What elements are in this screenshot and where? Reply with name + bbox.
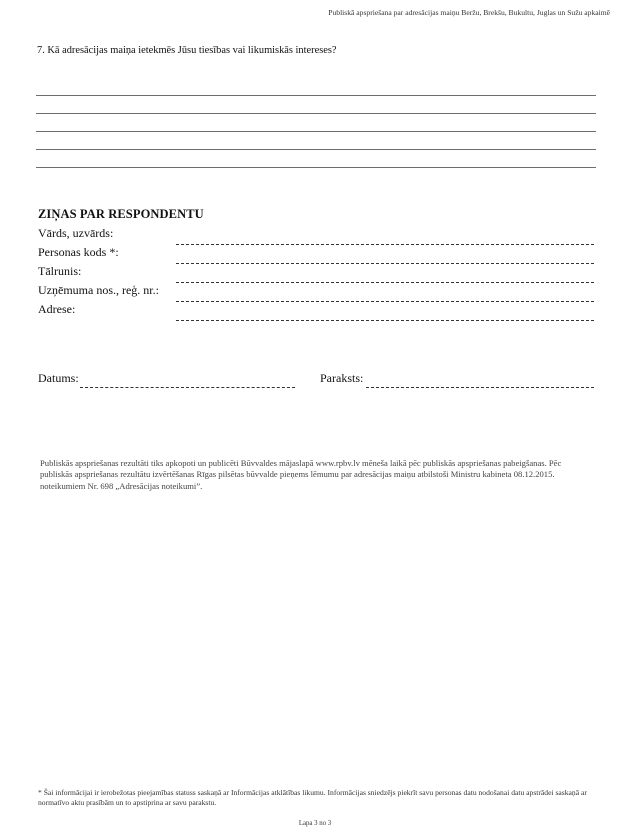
- respondent-section-title: ZIŅAS PAR RESPONDENTU: [38, 207, 204, 221]
- signature-label: Paraksts:: [320, 371, 364, 385]
- results-note: Publiskās apspriešanas rezultāti tiks apkopoti un publicēti Būvvaldes mājaslapā www.rpbv.lv mēneša laikā pēc publiskās apspriešanas pabeigšanas. Pēc publiskās apspriešanas rezultātu izvērtēšanas Rīgas pilsētas būvvalde pieņems lēmumu par adresācijas maiņu atbilstoši Ministru kabineta 08.12.2015. noteikumiem Nr. 698 „Adresācijas noteikumi”.: [40, 458, 562, 491]
- address-field[interactable]: [176, 320, 594, 321]
- phone-label: Tālrunis:: [38, 264, 82, 278]
- personal-code-label: Personas kods *:: [38, 245, 119, 259]
- privacy-footnote: * Šai informācijai ir ierobežotas pieejamības statuss saskaņā ar Informācijas atklātības likumu. Informācijas sniedzējs piekrīt savu personas datu nodošanai datu apstrādei saskaņā ar normatīvo aktu prasībām un to apstiprina ar savu parakstu.: [38, 788, 587, 807]
- company-label: Uzņēmuma nos., reģ. nr.:: [38, 283, 159, 297]
- answer-line[interactable]: [36, 95, 596, 96]
- answer-line[interactable]: [36, 167, 596, 168]
- document-header: Publiskā apspriešana par adresācijas maiņu Beržu, Brekšu, Bukultu, Juglas un Sužu apkaimē: [328, 8, 610, 17]
- name-field[interactable]: [176, 244, 594, 245]
- signature-field[interactable]: [366, 387, 594, 388]
- company-field[interactable]: [176, 301, 594, 302]
- address-label: Adrese:: [38, 302, 76, 316]
- name-label: Vārds, uzvārds:: [38, 226, 114, 240]
- phone-field[interactable]: [176, 282, 594, 283]
- page-number: Lapa 3 no 3: [298, 820, 332, 827]
- answer-line[interactable]: [36, 149, 596, 150]
- question-7: 7. Kā adresācijas maiņa ietekmēs Jūsu tiesības vai likumiskās intereses?: [37, 45, 337, 56]
- answer-line[interactable]: [36, 113, 596, 114]
- personal-code-field[interactable]: [176, 263, 594, 264]
- date-field[interactable]: [80, 387, 295, 388]
- date-label: Datums:: [38, 371, 79, 385]
- answer-line[interactable]: [36, 131, 596, 132]
